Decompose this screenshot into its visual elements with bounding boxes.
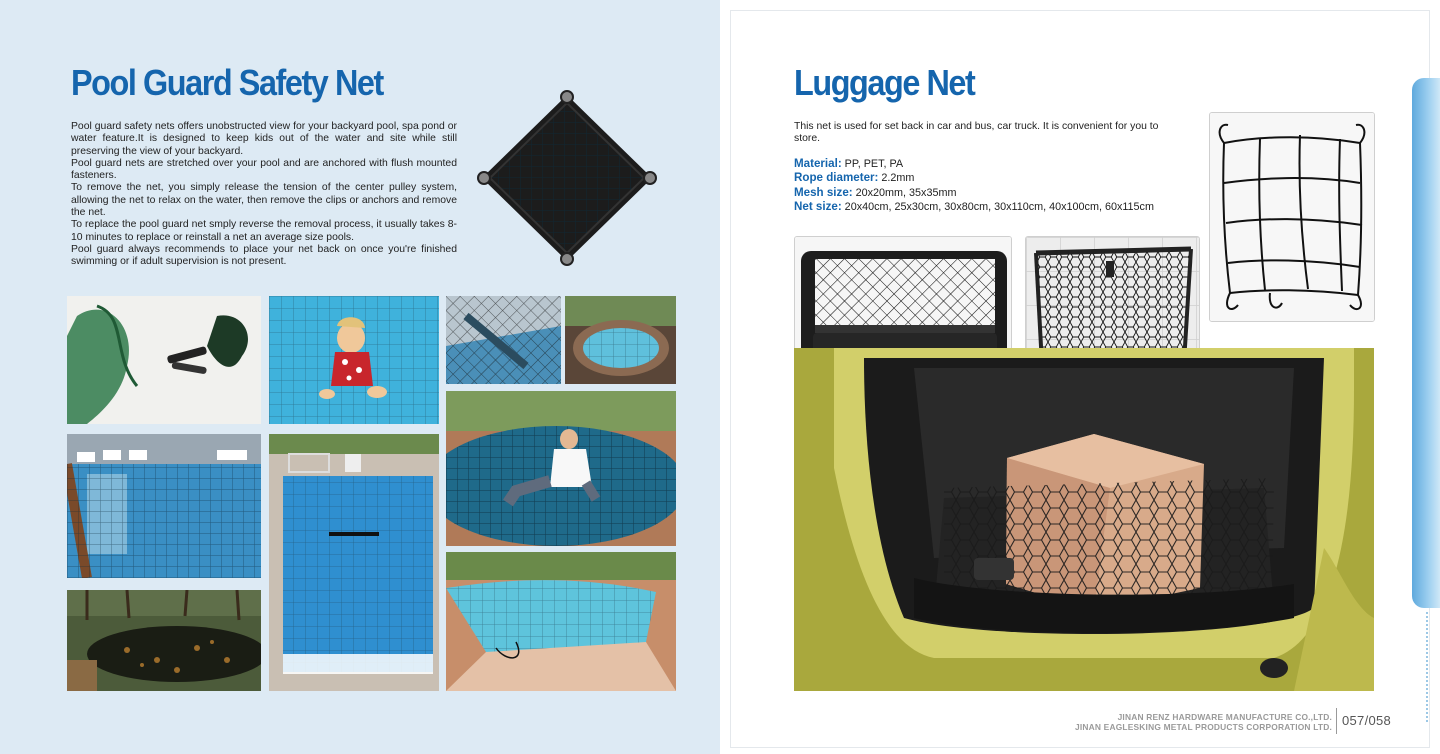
spec-value: 2.2mm: [878, 172, 915, 185]
luggage-net-specs: [794, 157, 1154, 215]
description-paragraph: Pool guard safety nets offers unobstructed view for your backyard pool, spa pond or water feature.It is designed to keep kids out of the water and site while still preserving the view of your backyard.: [71, 121, 457, 157]
rectangular-pool-net-photo: [269, 434, 439, 691]
description-paragraph: Pool guard always recommends to place your net back on once you're finished swimming or if adult supervision is not present.: [71, 243, 457, 268]
spec-value: 20x20mm, 35x35mm: [852, 186, 957, 199]
pool-net-close-up-photo: [446, 296, 561, 384]
description-paragraph: To remove the net, you simply release the tension of the center pulley system, allowing the net to relax on the water, then remove the clips or anchors and remove the net.: [71, 182, 457, 219]
spec-net-size: [794, 200, 1154, 214]
spec-label: Material:: [794, 157, 842, 170]
page-number: 057/058: [1342, 713, 1392, 728]
spec-label: Mesh size:: [794, 185, 853, 199]
luggage-net-description: This net is used for set back in car and bus, car truck. It is convenient for you to store.: [794, 121, 1159, 145]
spec-material: [794, 157, 1154, 171]
spec-value: 20x40cm, 25x30cm, 30x80cm, 30x110cm, 40x100cm, 60x115cm: [841, 201, 1154, 214]
cargo-net-hooks-photo: [1209, 112, 1375, 322]
pool-steps-net-photo: [67, 434, 261, 578]
pool-guard-description: [71, 121, 457, 269]
footer-divider: [1336, 708, 1337, 734]
spec-mesh-size: [794, 186, 1154, 200]
leaf-covered-pool-net-photo: [67, 590, 261, 691]
spec-label: Net size:: [794, 200, 842, 214]
page-edge-tab: [1412, 78, 1440, 608]
freeform-pool-net-photo: [446, 552, 676, 691]
company-name-2: JINAN EAGLESKING METAL PRODUCTS CORPORATION LTD.: [1075, 722, 1332, 732]
car-trunk-luggage-net-photo: [794, 348, 1374, 691]
description-paragraph: To replace the pool guard net smply reverse the removal process, it usually takes 8-10 minutes to replace or reinstall a net an average size pools.: [71, 219, 457, 243]
description-paragraph: Pool guard nets are stretched over your pool and are anchored with flush mounted fasteners.: [71, 157, 457, 182]
man-sitting-on-pool-net-photo: [446, 391, 676, 546]
round-spa-net-photo: [565, 296, 676, 384]
luggage-net-title: Luggage Net: [794, 62, 975, 103]
company-name-1: JINAN RENZ HARDWARE MANUFACTURE CO.,LTD.: [1117, 712, 1332, 722]
spec-value: PP, PET, PA: [841, 158, 904, 170]
spec-label: Rope diameter:: [794, 171, 879, 185]
spec-rope-diameter: [794, 171, 1154, 185]
page-edge-dots: [1426, 612, 1440, 722]
green-net-bundle-photo: [67, 296, 261, 424]
footer-company-names: [1075, 712, 1332, 732]
safety-net-product-image: [476, 89, 658, 267]
pool-guard-title: Pool Guard Safety Net: [71, 62, 383, 103]
child-on-pool-net-photo: [269, 296, 439, 424]
